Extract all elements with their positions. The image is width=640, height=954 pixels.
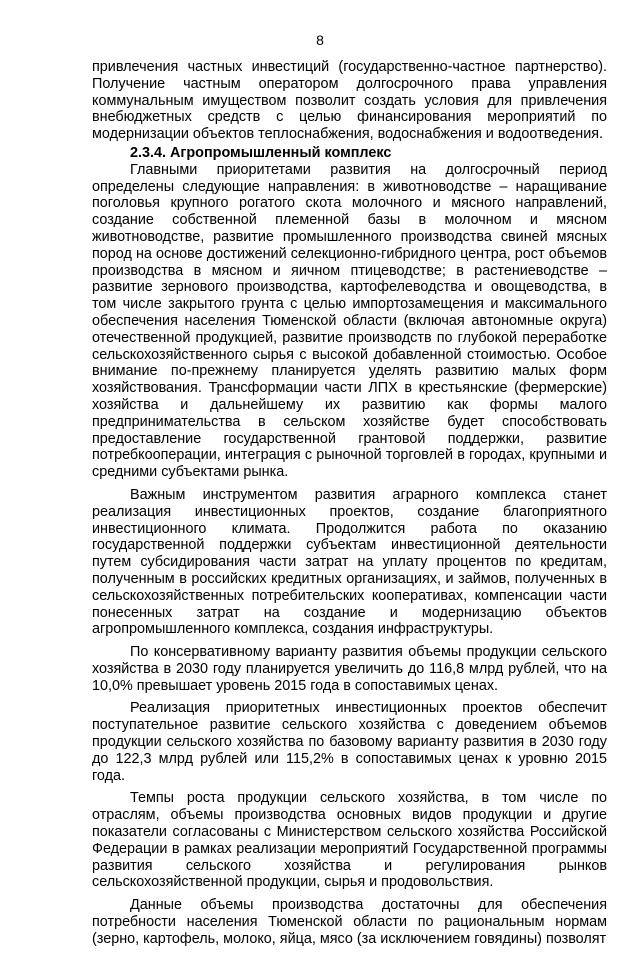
paragraph-investment-tools: Важным инструментом развития аграрного комплекса станет реализация инвестиционных проектов, создание благоприятного инвестиционного климата. Продолжится работа по оказанию государственной поддержки субъектам инвестиционной деятельности путем субсидирования части затрат на уплату процентов по кредитам, полученным в российских кредитных организациях, и займов, полученных в сельскохозяйственных потребительских кооперативах, компенсации части понесенных затрат на создание и модернизацию объектов агропромышленного комплекса, создания инфраструктуры. xyxy=(92,486,607,638)
paragraph-base-variant: Реализация приоритетных инвестиционных проектов обеспечит поступательное развитие сельского хозяйства с доведением объемов продукции сельского хозяйства по базовому варианту развития в 2030 году до 122,3 млрд рублей или 115,2% в сопоставимых ценах к уровню 2015 года. xyxy=(92,700,607,784)
paragraph-production-volumes: Данные объемы производства достаточны для обеспечения потребности населения Тюменской области по рациональным нормам (зерно, картофель, молоко, яйца, мясо (за исключением говядины) позволят xyxy=(92,897,607,947)
section-heading: 2.3.4. Агропромышленный комплекс xyxy=(130,144,392,161)
intro-paragraph: привлечения частных инвестиций (государственно-частное партнерство). Получение частным оператором долгосрочного права управления коммунальным имуществом позволит создать условия для привлечения внебюджетных средств с целью финансирования мероприятий по модернизации объектов теплоснабжения, водоснабжения и водоотведения. xyxy=(92,59,607,143)
paragraph-priorities: Главными приоритетами развития на долгосрочный период определены следующие направления: в животноводстве – наращивание поголовья крупного рогатого скота молочного и мясного направлений, создание собственной племенной базы в молочном и мясном животноводстве, развитие промышленного производства свиней мясных пород на основе достижений селекционно-гибридного центра, рост объемов производства в мясном и яичном птицеводстве; в растениеводстве – развитие зернового производства, картофелеводства и овощеводства, в том числе закрытого грунта с целью импортозамещения и максимального обеспечения населения Тюменской области (включая автономные округа) отечественной продукцией, развитие производств по глубокой переработке сельскохозяйственного сырья с высокой добавленной стоимостью. Особое внимание по-прежнему планируется уделять развитию малых форм хозяйствования. Трансформации части ЛПХ в крестьянские (фермерские) хозяйства и дальнейшему их развитию как формы малого предпринимательства в сельском хозяйстве будет способствовать предоставление государственной грантовой поддержки, развитие потребкооперации, интеграция с рыночной торговлей в городах, крупными и средними субъектами рынка. xyxy=(92,161,607,481)
page-number: 8 xyxy=(316,32,324,48)
paragraph-growth-rates: Темпы роста продукции сельского хозяйства, в том числе по отраслям, объемы производства основных видов продукции и другие показатели согласованы с Министерством сельского хозяйства Российской Федерации в рамках реализации мероприятий Государственной программы развития сельского хозяйства и регулирования рынков сельскохозяйственной продукции, сырья и продовольствия. xyxy=(92,790,607,891)
document-body xyxy=(92,59,607,954)
paragraph-conservative-variant: По консервативному варианту развития объемы продукции сельского хозяйства в 2030 году планируется увеличить до 116,8 млрд рублей, что на 10,0% превышает уровень 2015 года в сопоставимых ценах. xyxy=(92,644,607,694)
